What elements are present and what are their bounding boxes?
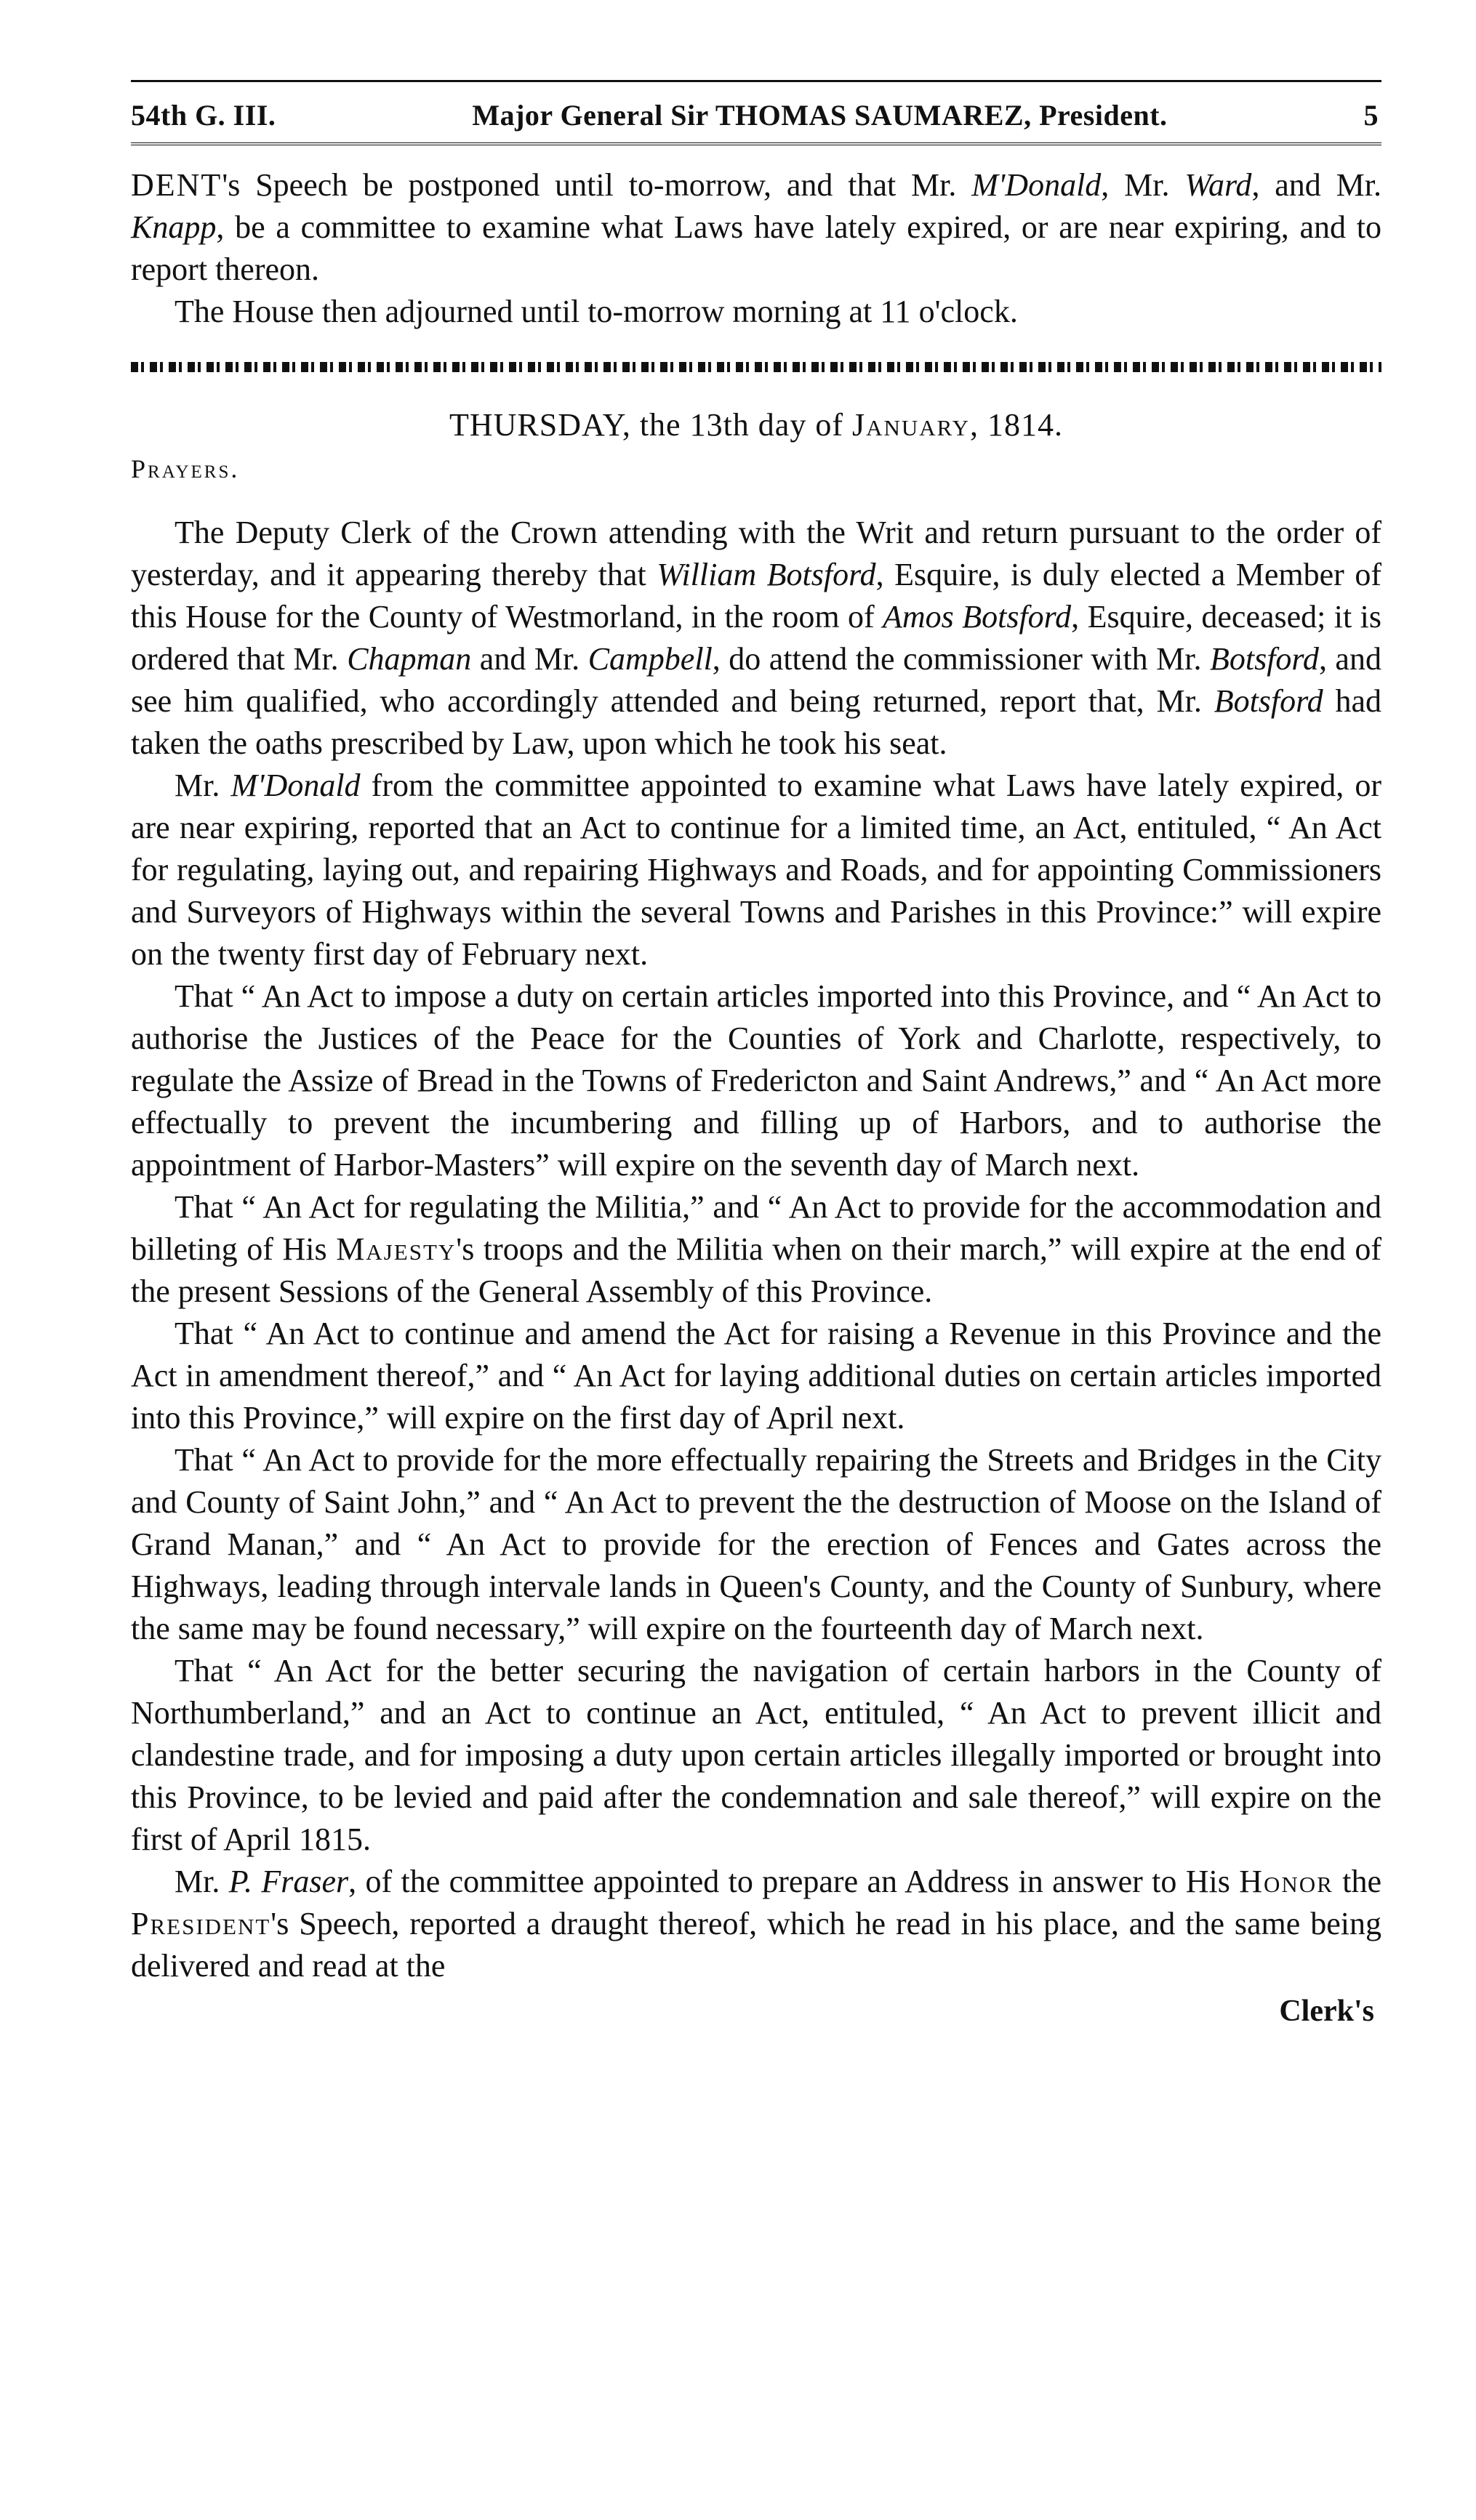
text-fragment: 's Speech, reported a draught thereof, which he read in his place, and the same being delivered and read at the (131, 1906, 1381, 1984)
adjournment-paragraph: The House then adjourned until to-morrow morning at 11 o'clock. (175, 294, 1018, 329)
name-fragment: Botsford (1209, 641, 1319, 677)
paragraph-fraser (131, 1861, 1381, 1987)
text-fragment: The Deputy Clerk of the Crown attending with the Writ and return pursuant to the order of yesterday, and it appearing thereby that (131, 515, 1381, 592)
text-fragment: , 1814. (970, 407, 1064, 443)
opening-paragraph (131, 164, 1381, 291)
paragraph-that-4: That “ An Act to provide for the more effectually repairing the Streets and Bridges in the City and County of Saint John,” and “ An Act to prevent the the destruction of Moose on the Island of Grand Manan,” and “ An Act to provide for the erection of Fences and Gates across the Highways, leading through intervale lands in Queen's County, and the County of Sunbury, where the same may be found necessary,” will expire on the fourteenth day of March next. (131, 1442, 1381, 1646)
text-fragment: had taken the oaths prescribed by Law, upon which he took his seat. (131, 683, 1381, 761)
text-fragment: 's Speech be postponed until to-morrow, and that Mr. (222, 167, 972, 203)
text-fragment: Mr. (175, 768, 231, 803)
text-fragment: from the committee appointed to examine what Laws have lately expired, or are near expiring, reported that an Act to continue for a limited time, an Act, entituled, “ An Act for regulating, laying out, and repairing Highways and Roads, and for appointing Commissioners and Surveyors of Highways within the several Towns and Parishes in this Province:” will expire on the twenty first day of February next. (131, 768, 1381, 972)
text-fragment: January (852, 407, 971, 443)
name-fragment: Amos Botsford (883, 599, 1072, 635)
text-fragment: President (131, 1906, 271, 1941)
name-ward: Ward (1184, 167, 1252, 203)
name-knapp: Knapp (131, 209, 217, 245)
text-fragment: Honor (1239, 1864, 1333, 1899)
text-fragment: , Esquire, is duly elected a Member of this House for the County of Westmorland, in the room of (131, 557, 1381, 635)
header-title: Major General Sir THOMAS SAUMAREZ, President. (472, 99, 1168, 132)
paragraph-that-1: That “ An Act to impose a duty on certain articles imported into this Province, and “ An Act to authorise the Justices of the Peace for the Counties of York and Charlotte, respectively, to regulate the Assize of Bread in the Towns of Fredericton and Saint Andrews,” and “ An Act more effectually to prevent the incumbering and filling up of Harbors, and to authorise the appointment of Harbor-Masters” will expire on the seventh day of March next. (131, 978, 1381, 1183)
name-fragment: Campbell (587, 641, 713, 677)
name-fragment: William Botsford (657, 557, 876, 592)
text-fragment: That “ An Act for regulating the Militia,” and “ An Act to provide for the accommodation and billeting of His (131, 1189, 1381, 1267)
prayers-label: Prayers. (131, 454, 240, 483)
text-fragment: THURSDAY, the 13th day of (449, 407, 852, 443)
text-fragment: , and see him qualified, who accordingly attended and being returned, report that, Mr. (131, 641, 1381, 719)
text-fragment: Majesty (336, 1231, 457, 1267)
text-fragment: DENT (131, 167, 222, 203)
top-rule (131, 80, 1381, 82)
body-text (131, 164, 1381, 2032)
paragraph-deputy-clerk (131, 512, 1381, 765)
text-fragment: , Mr. (1101, 167, 1185, 203)
name-fragment: Botsford (1214, 683, 1323, 719)
text-fragment: , do attend the commissioner with Mr. (712, 641, 1210, 677)
text-fragment: , and Mr. (1251, 167, 1381, 203)
running-header (131, 98, 1381, 145)
page-number: 5 (1363, 99, 1379, 132)
text-fragment: , Esquire, deceased; it is ordered that Mr. (131, 599, 1381, 677)
ornamental-divider (131, 362, 1381, 372)
text-fragment: and Mr. (471, 641, 588, 677)
paragraph-that-5: That “ An Act for the better securing the navigation of certain harbors in the County of Northumberland,” and an Act to continue an Act, entituled, “ An Act to prevent illicit and clandestine trade, and for imposing a duty upon certain articles illegally imported or brought into this Province, to be levied and paid after the condemnation and sale thereof,” will expire on the first of April 1815. (131, 1653, 1381, 1857)
paragraph-mcdonald-report (131, 765, 1381, 975)
text-fragment: , be a committee to examine what Laws have lately expired, or are near expiring, and to report thereon. (131, 209, 1381, 287)
day-heading (131, 404, 1381, 446)
text-fragment: Mr. (175, 1864, 229, 1899)
name-fragment: P. Fraser (228, 1864, 349, 1899)
catchword: Clerk's (1279, 1994, 1374, 2028)
header-regnal-year: 54th G. III. (131, 99, 276, 132)
name-mcdonald: M'Donald (971, 167, 1102, 203)
name-fragment: M'Donald (230, 768, 361, 803)
text-fragment: the (1333, 1864, 1381, 1899)
paragraph-that-3: That “ An Act to continue and amend the Act for raising a Revenue in this Province and the Act in amendment thereof,” and “ An Act for laying additional duties on certain articles imported into this Province,” will expire on the first day of April next. (131, 1316, 1381, 1436)
text-fragment: 's troops and the Militia when on their march,” will expire at the end of the present Sessions of the General Assembly of this Province. (131, 1231, 1381, 1309)
name-fragment: Chapman (347, 641, 472, 677)
text-fragment: , of the committee appointed to prepare an Address in answer to His (348, 1864, 1240, 1899)
document-page (131, 80, 1381, 2032)
paragraph-that-2 (131, 1186, 1381, 1313)
